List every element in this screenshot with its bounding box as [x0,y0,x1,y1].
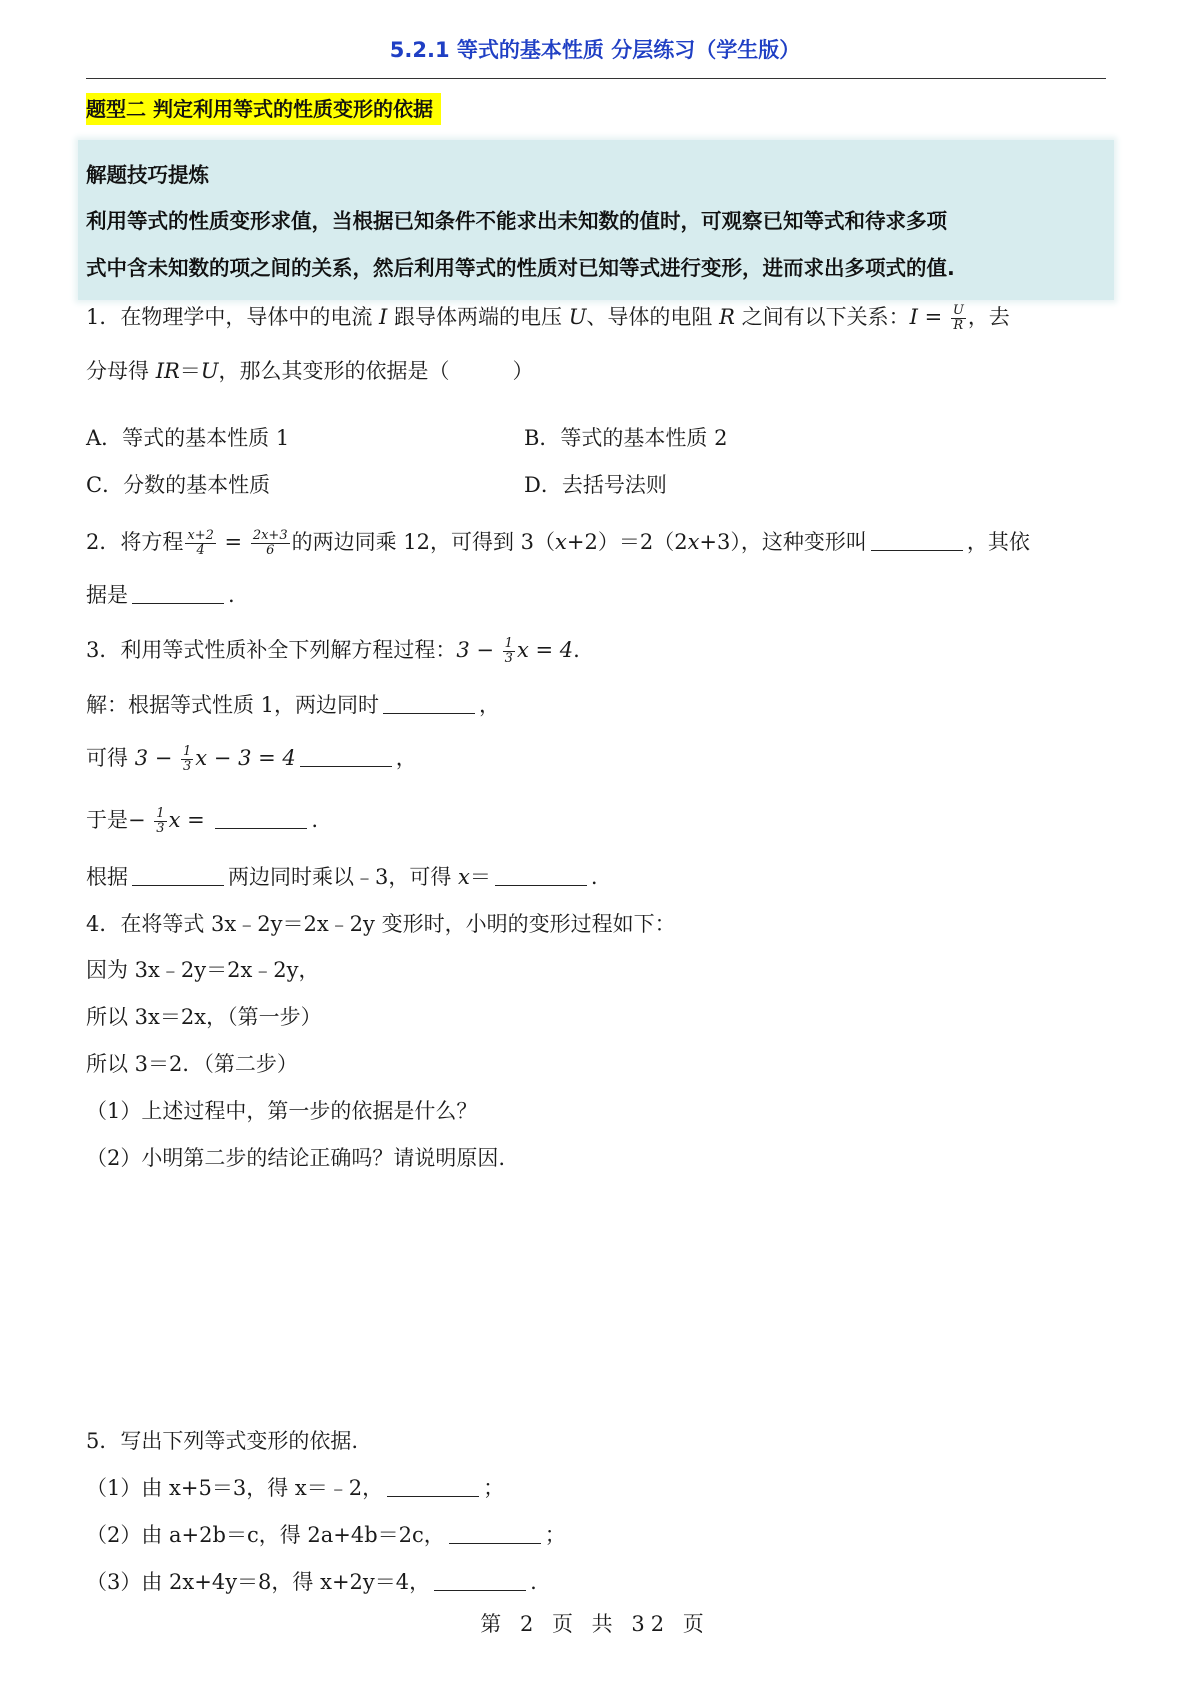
question-2-line-1: 2．将方程 $\frac{x+2}{4}$ = $\frac{2x+3}{6}$ 的两边同乘 12，可得到 3（x+2）＝2（2x+3），这种变形叫 ，其依 [86,528,1030,558]
answer-blank [434,1570,526,1591]
question-5-line-1: 5．写出下列等式变形的依据. [86,1429,359,1453]
answer-blank [300,746,392,767]
fraction-one-third: $\frac{1}{3}$ [183,744,192,774]
question-4-line-1: 4．在将等式 3x﹣2y＝2x﹣2y 变形时，小明的变形过程如下： [86,912,676,936]
answer-blank [215,808,307,829]
fraction-one-third: $\frac{1}{3}$ [156,806,165,836]
question-5-sub-1: （1）由 x+5＝3，得 x＝﹣2， ； [86,1476,505,1500]
question-3-solution-4: 根据 两边同时乘以﹣3，可得 x＝ . [86,865,598,889]
answer-blank [449,1523,541,1544]
option-a: A．等式的基本性质 1 [86,426,290,450]
question-3-solution-3: 于是− $\frac{1}{3}$ x = . [86,806,319,836]
question-4-sub-1: （1）上述过程中，第一步的依据是什么？ [86,1099,478,1123]
page-number: 第 2 页 共 32 页 [480,1612,710,1636]
answer-blank [495,865,587,886]
question-4-line-2: 因为 3x﹣2y＝2x﹣2y， [86,958,320,982]
tip-text-line-2: 式中含未知数的项之间的关系，然后利用等式的性质对已知等式进行变形，进而求出多项式的值. [86,256,955,280]
question-4-line-3: 所以 3x＝2x，（第一步） [86,1005,322,1029]
tip-text-line-1: 利用等式的性质变形求值，当根据已知条件不能求出未知数的值时，可观察已知等式和待求多项 [86,209,947,233]
section-heading: 题型二 判定利用等式的性质变形的依据 [86,93,441,125]
answer-blank [871,530,963,551]
question-1-line-2: 分母得 IR＝U，那么其变形的依据是（ ） [86,359,534,383]
tip-title: 解题技巧提炼 [86,163,209,187]
question-2-line-2: 据是 . [86,583,235,607]
answer-blank [132,865,224,886]
option-b: B．等式的基本性质 2 [524,426,728,450]
fraction-x-plus-2-over-4: $\frac{x+2}{4}$ [187,528,214,558]
answer-blank [387,1476,479,1497]
question-3-solution-1: 解：根据等式性质 1，两边同时 ， [86,693,501,717]
question-3-line-1: 3．利用等式性质补全下列解方程过程：3 − $\frac{1}{3}$ x = 4. [86,636,580,666]
option-c: C．分数的基本性质 [86,473,271,497]
header-divider [86,78,1106,79]
question-5-sub-2: （2）由 a+2b＝c，得 2a+4b＝2c， ； [86,1523,566,1547]
question-4-sub-2: （2）小明第二步的结论正确吗？请说明原因. [86,1146,506,1170]
question-1-line-1: 1．在物理学中，导体中的电流 I 跟导体两端的电压 U、导体的电阻 R 之间有以下关系：I = $\frac{U}{R}$ ，去 [86,303,1010,333]
answer-blank [132,583,224,604]
option-d: D．去括号法则 [524,473,667,497]
fraction-one-third: $\frac{1}{3}$ [504,636,513,666]
page-title: 5.2.1 等式的基本性质 分层练习（学生版） [389,38,801,62]
fraction-2x-plus-3-over-6: $\frac{2x+3}{6}$ [252,528,288,558]
fraction-u-over-r: $\frac{U}{R}$ [952,303,964,333]
question-5-sub-3: （3）由 2x+4y＝8，得 x+2y＝4， . [86,1570,537,1594]
question-4-line-4: 所以 3＝2．（第二步） [86,1052,298,1076]
question-3-solution-2: 可得 3 − $\frac{1}{3}$ x − 3 = 4 ， [86,744,417,774]
answer-blank [383,693,475,714]
